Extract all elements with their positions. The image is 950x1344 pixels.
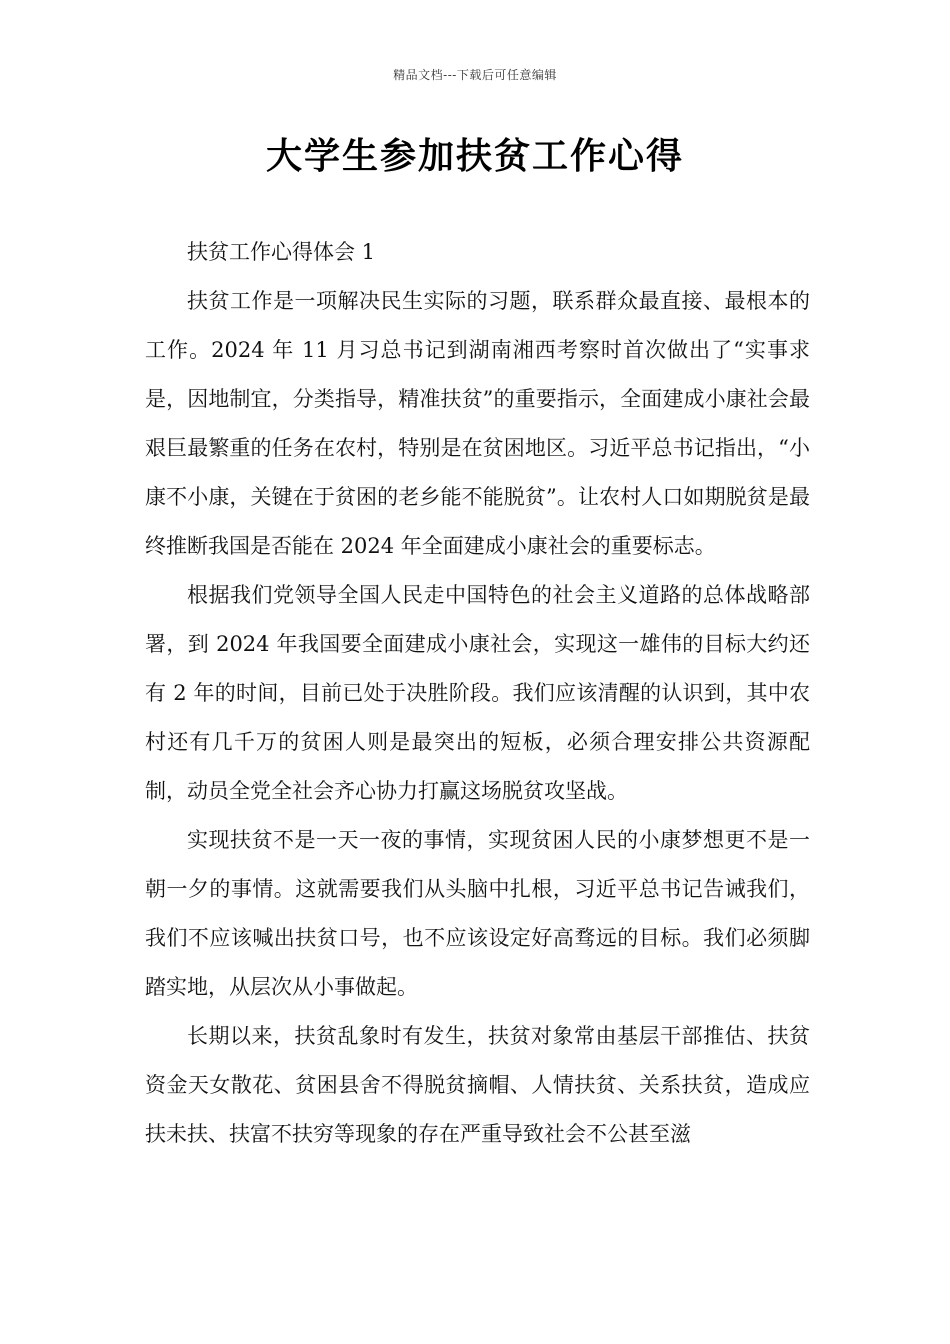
document-title: 大学生参加扶贫工作心得 bbox=[265, 136, 684, 177]
header-note: 精品文档---下载后可任意编辑 bbox=[393, 68, 557, 82]
paragraph: 长期以来，扶贫乱象时有发生，扶贫对象常由基层干部推估、扶贫资金天女散花、贫困县舍不得脱贫摘帽、人情扶贫、关系扶贫，造成应扶未扶、扶富不扶穷等现象的存在严重导致社会不公甚至滋 bbox=[145, 1024, 810, 1146]
paragraph: 实现扶贫不是一天一夜的事情，实现贫困人民的小康梦想更不是一朝一夕的事情。这就需要我们从头脑中扎根，习近平总书记告诫我们，我们不应该喊出扶贫口号，也不应该设定好高骛远的目标。我们必须脚踏实地，从层次从小事做起。 bbox=[145, 828, 810, 999]
section-heading: 扶贫工作心得体会 1 bbox=[187, 240, 376, 264]
paragraph: 根据我们党领导全国人民走中国特色的社会主义道路的总体战略部署，到 2024 年我国要全面建成小康社会，实现这一雄伟的目标大约还有 2 年的时间，目前已处于决胜阶段。我们应该清醒的认识到，其中农村还有几千万的贫困人则是最突出的短板，必须合理安排公共资源配制，动员全党全社会齐心协力打赢这场脱贫攻坚战。 bbox=[145, 583, 810, 803]
document-body bbox=[145, 228, 810, 1159]
paragraph: 扶贫工作是一项解决民生实际的习题，联系群众最直接、最根本的工作。2024 年 11 月习总书记到湖南湘西考察时首次做出了“实事求是，因地制宜，分类指导，精准扶贫”的重要指示，全面建成小康社会最艰巨最繁重的任务在农村，特别是在贫困地区。习近平总书记指出，“小康不小康，关键在于贫困的老乡能不能脱贫”。让农村人口如期脱贫是最终推断我国是否能在 2024 年全面建成小康社会的重要标志。 bbox=[145, 289, 810, 558]
